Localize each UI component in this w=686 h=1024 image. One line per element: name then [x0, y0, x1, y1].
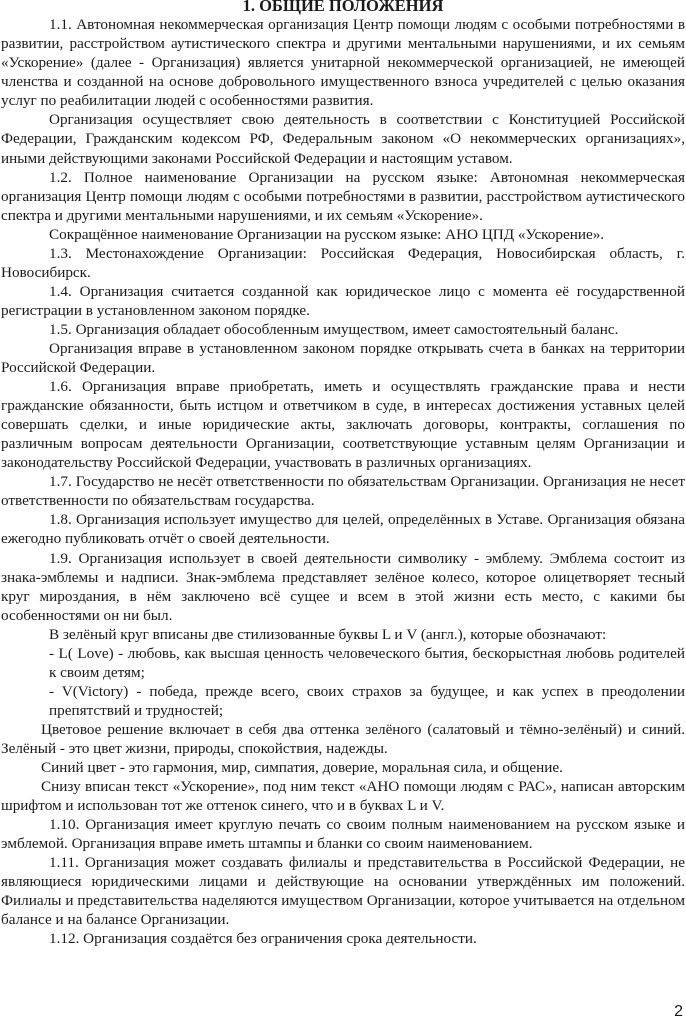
paragraph-1-11: 1.11. Организация может создавать филиалы и представительства в Российской Федерации, не являющиеся юридическими лицами и действующие на основании утверждённых им положений. Филиалы и представительства наделяются имуществом Организации, которое учитывается на отдельном балансе и на балансе Организации.: [1, 854, 685, 929]
page-number: 2: [674, 1003, 683, 1020]
paragraph-1-9: 1.9. Организация использует в своей деятельности символику - эмблему. Эмблема состоит из знака-эмблемы и надписи. Знак-эмблема представляет зелёное колесо, которое олицетворяет тесный круг мироздания, в нём заключено всё сущее и всем в этой жизни есть место, с какими бы особенностями он ни был.: [1, 549, 685, 624]
paragraph-1-8: 1.8. Организация использует имущество для целей, определённых в Уставе. Организация обязана ежегодно публиковать отчёт о своей деятельности.: [1, 511, 685, 548]
paragraph-1-12: 1.12. Организация создаётся без ограничения срока деятельности.: [49, 930, 477, 948]
paragraph-1-5: 1.5. Организация обладает обособленным имуществом, имеет самостоятельный баланс.: [49, 320, 619, 338]
section-heading: 1. ОБЩИЕ ПОЛОЖЕНИЯ: [242, 0, 444, 15]
paragraph-1-7: 1.7. Государство не несёт ответственности по обязательствам Организации. Организация не несет ответственности по обязательствам государства.: [1, 473, 685, 510]
paragraph-letters-lv: В зелёный круг вписаны две стилизованные буквы L и V (англ.), которые обозначают:: [49, 625, 607, 643]
list-item-victory: - V(Victory) - победа, прежде всего, своих страхов за будущее, и как успех в преодолении препятствий и трудностей;: [49, 682, 685, 719]
paragraph-1-10: 1.10. Организация имеет круглую печать со своим полным наименованием на русском языке и эмблемой. Организация вправе иметь штампы и бланки со своим наименованием.: [1, 816, 685, 853]
document-body: [1, 15, 685, 948]
paragraph-bank-accounts: Организация вправе в установленном законом порядке открывать счета в банках на территории Российской Федерации.: [1, 339, 685, 377]
paragraph-1-1: 1.1. Автономная некоммерческая организация Центр помощи людям с особыми потребностями в развитии, расстройством аутистического спектра и другими ментальными нарушениями, и их семьям «Ускорение» (далее - Организация) является унитарной некоммерческой организацией, не имеющей членства и созданной на основе добровольного имущественного взноса учредителей с целью оказания услуг по реабилитации людей с особенностями развития.: [1, 16, 685, 110]
paragraph-short-name: Сокращённое наименование Организации на русском языке: АНО ЦПД «Ускорение».: [49, 225, 605, 243]
paragraph-emblem-text: Снизу вписан текст «Ускорение», под ним текст «АНО помощи людям с РАС», написан авторским шрифтом и использован тот же оттенок синего, что и в буквах L и V.: [1, 778, 685, 815]
paragraph-1-4: 1.4. Организация считается созданной как юридическое лицо с момента её государственной регистрации в установленном законом порядке.: [1, 282, 685, 319]
paragraph-1-2: 1.2. Полное наименование Организации на русском языке: Автономная некоммерческая организация Центр помощи людям с особыми потребностями в развитии, расстройством аутистического спектра и другими ментальными нарушениями, и их семьям «Ускорение».: [1, 168, 685, 224]
paragraph-blue-color: Синий цвет - это гармония, мир, симпатия, доверие, моральная сила, и общение.: [41, 759, 563, 777]
paragraph-legal-basis: Организация осуществляет свою деятельность в соответствии с Конституцией Российской Федерации, Гражданским кодексом РФ, Федеральным законом «О некоммерческих организациях», иными действующими законами Российской Федерации и настоящим уставом.: [1, 111, 685, 167]
paragraph-1-6: 1.6. Организация вправе приобретать, иметь и осуществлять гражданские права и нести гражданские обязанности, быть истцом и ответчиком в суде, в интересах достижения уставных целей совершать сделки, и иные юридические акты, заключать договоры, контракты, соглашения по различным вопросам деятельности Организации, соответствующие уставным целям Организации и законодательству Российской Федерации, участвовать в различных организациях.: [1, 378, 685, 472]
paragraph-color-scheme: Цветовое решение включает в себя два оттенка зелёного (салатовый и тёмно-зелёный) и синий. Зелёный - это цвет жизни, природы, спокойствия, надежды.: [1, 720, 685, 757]
paragraph-1-3: 1.3. Местонахождение Организации: Российская Федерация, Новосибирская область, г. Новосибирск.: [1, 244, 685, 281]
list-item-love: - L( Love) - любовь, как высшая ценность человеческого бытия, бескорыстная любовь родителей к своим детям;: [49, 644, 685, 681]
